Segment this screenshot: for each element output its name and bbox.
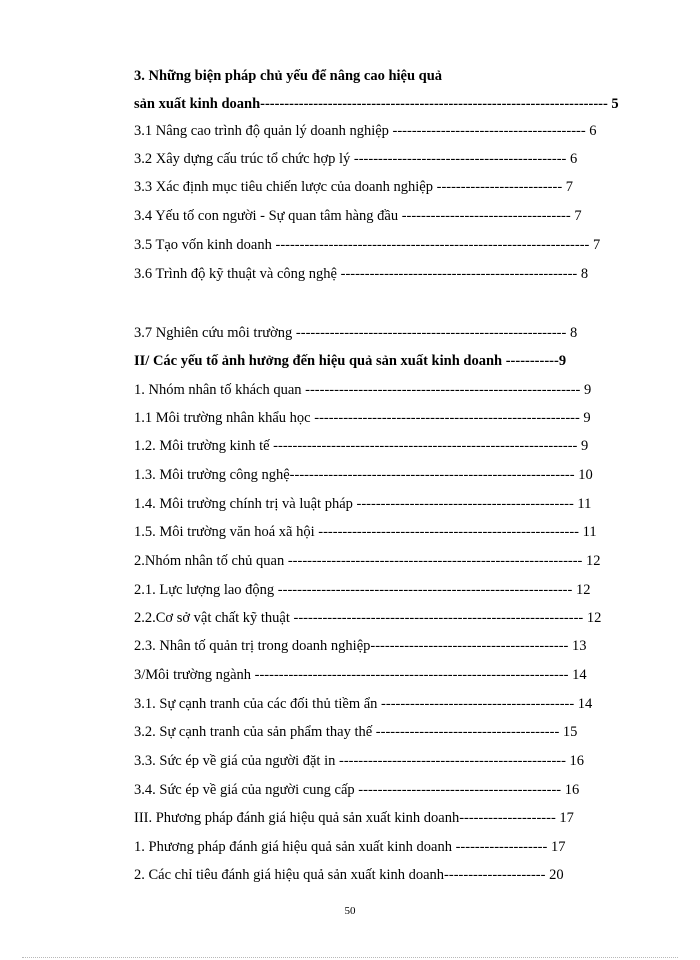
toc-entry: II/ Các yếu tố ảnh hưởng đến hiệu quả sản xuất kinh doanh -----------9 [134,353,567,369]
toc-entry: 2.Nhóm nhân tố chủ quan ------------------------------------------------------------- 12 [134,553,601,569]
toc-entry: 3. Những biện pháp chủ yếu để nâng cao hiệu quả [134,68,443,84]
toc-entry: III. Phương pháp đánh giá hiệu quả sản xuất kinh doanh-------------------- 17 [134,810,574,826]
toc-entry: 1.5. Môi trường văn hoá xã hội ------------------------------------------------------ 11 [134,524,597,540]
toc-entry: 2.3. Nhân tố quản trị trong doanh nghiệp----------------------------------------- 13 [134,638,587,654]
toc-entry: 1.2. Môi trường kinh tế --------------------------------------------------------------- 9 [134,438,589,454]
toc-entry: 1. Phương pháp đánh giá hiệu quả sản xuất kinh doanh ------------------- 17 [134,839,566,855]
toc-entry: 3.7 Nghiên cứu môi trường -------------------------------------------------------- 8 [134,325,578,341]
toc-entry: 3.1 Nâng cao trình độ quản lý doanh nghiệp ---------------------------------------- 6 [134,123,597,139]
toc-entry: 3.1. Sự cạnh tranh của các đối thủ tiềm ẩn ---------------------------------------- 14 [134,696,593,712]
toc-entry: 1.3. Môi trường công nghệ----------------------------------------------------------- 10 [134,467,593,483]
toc-entry: 3.2 Xây dựng cấu trúc tổ chức hợp lý -------------------------------------------- 6 [134,151,578,167]
toc-entry: 3/Môi trường ngành ----------------------------------------------------------------- 14 [134,667,587,683]
toc-entry: 1. Nhóm nhân tố khách quan --------------------------------------------------------- 9 [134,382,592,398]
page-number: 50 [344,905,356,917]
toc-entry: 1.4. Môi trường chính trị và luật pháp --------------------------------------------- 11 [134,496,592,512]
toc-entry: 2.1. Lực lượng lao động ------------------------------------------------------------- 12 [134,582,591,598]
toc-entry: 1.1 Môi trường nhân khẩu học ------------------------------------------------------- 9 [134,410,591,426]
toc-entry: 2.2.Cơ sở vật chất kỹ thuật ------------------------------------------------------------ 12 [134,610,602,626]
toc-entry: 3.6 Trình độ kỹ thuật và công nghệ ------------------------------------------------- 8 [134,266,589,282]
toc-entry: 3.4 Yếu tố con người - Sự quan tâm hàng đầu ----------------------------------- 7 [134,208,582,224]
toc-entry: 2. Các chỉ tiêu đánh giá hiệu quả sản xuất kinh doanh--------------------- 20 [134,867,564,883]
toc-entry: 3.2. Sự cạnh tranh của sản phẩm thay thế -------------------------------------- 15 [134,724,578,740]
page-bottom-divider [22,957,678,958]
toc-entry: 3.3. Sức ép về giá của người đặt in ----------------------------------------------- 16 [134,753,585,769]
toc-entry: 3.3 Xác định mục tiêu chiến lược của doanh nghiệp -------------------------- 7 [134,179,574,195]
toc-entry: sản xuất kinh doanh------------------------------------------------------------------------ 5 [134,96,619,112]
toc-entry: 3.5 Tạo vốn kinh doanh ----------------------------------------------------------------- 7 [134,237,601,253]
toc-entry: 3.4. Sức ép về giá của người cung cấp ------------------------------------------ 16 [134,782,580,798]
